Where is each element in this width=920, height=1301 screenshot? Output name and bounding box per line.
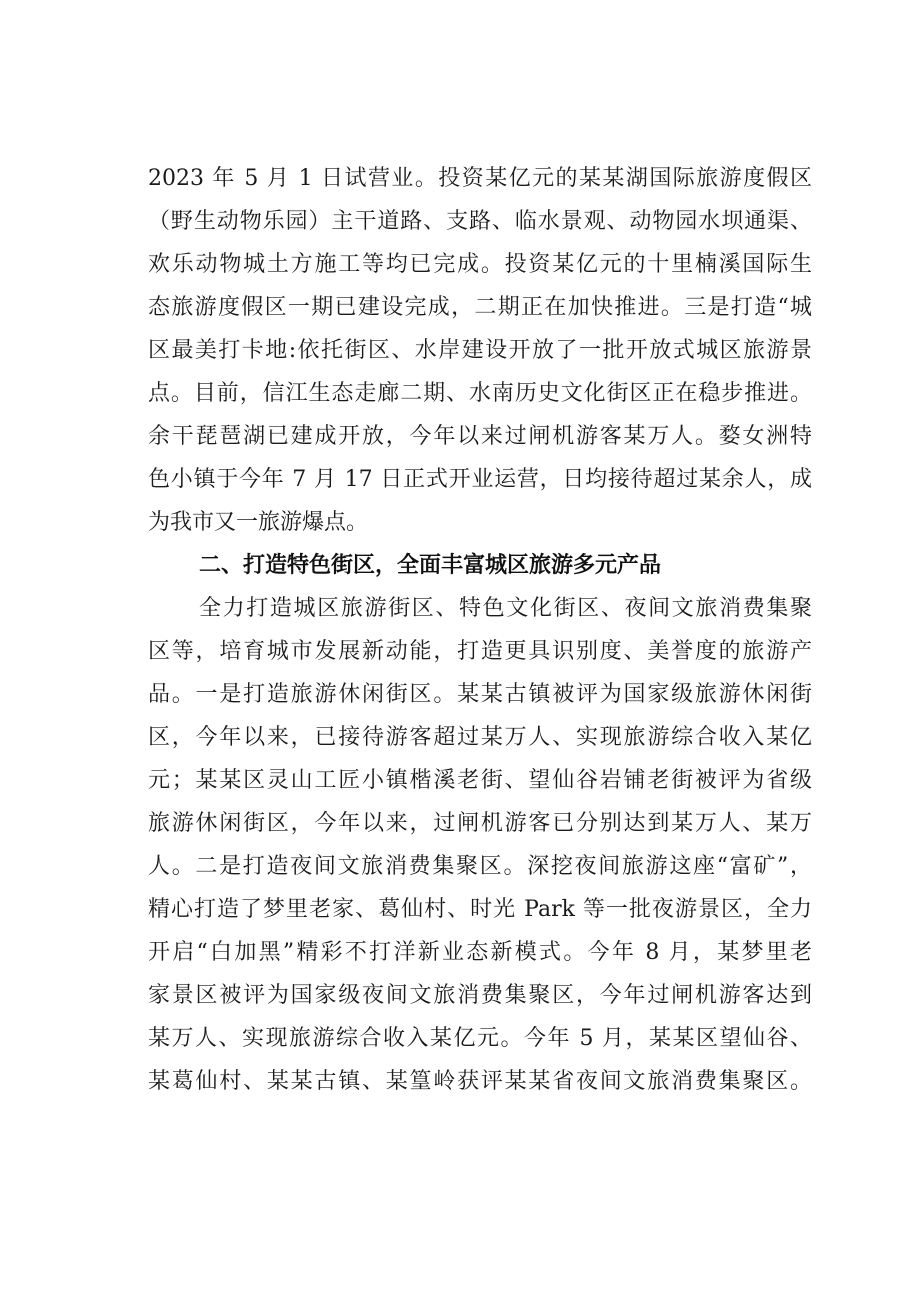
paragraph-1-line: 为我市又一旅游爆点。 <box>148 510 369 535</box>
paragraph-2-line: 区，今年以来，已接待游客超过某万人、实现旅游综合收入某亿 <box>148 725 812 750</box>
paragraph-2-line: 元；某某区灵山工匠小镇楷溪老街、望仙谷岩铺老街被评为省级 <box>148 768 812 793</box>
paragraph-1-line: 2023 年 5 月 1 日试营业。投资某亿元的某某湖国际旅游度假区 <box>148 166 812 191</box>
paragraph-2-line: 开启“白加黑”精彩不打洋新业态新模式。今年 8 月，某梦里老 <box>148 940 812 965</box>
section-heading: 二、打造特色街区，全面丰富城区旅游多元产品 <box>199 553 662 578</box>
paragraph-2-line: 家景区被评为国家级夜间文旅消费集聚区，今年过闸机游客达到 <box>148 983 812 1008</box>
paragraph-2-line: 某万人、实现旅游综合收入某亿元。今年 5 月，某某区望仙谷、 <box>148 1026 812 1051</box>
paragraph-1-line: 点。目前，信江生态走廊二期、水南历史文化街区正在稳步推进。 <box>148 381 812 406</box>
paragraph-1-line: 态旅游度假区一期已建设完成，二期正在加快推进。三是打造“城 <box>148 295 812 320</box>
paragraph-2-line: 某葛仙村、某某古镇、某篁岭获评某某省夜间文旅消费集聚区。 <box>148 1069 812 1094</box>
paragraph-2-line: 全力打造城区旅游街区、特色文化街区、夜间文旅消费集聚 <box>199 596 812 621</box>
paragraph-1-line: 余干琵琶湖已建成开放，今年以来过闸机游客某万人。婺女洲特 <box>148 424 812 449</box>
paragraph-1-line: 色小镇于今年 7 月 17 日正式开业运营，日均接待超过某余人，成 <box>148 467 812 492</box>
paragraph-2-line: 旅游休闲街区，今年以来，过闸机游客已分别达到某万人、某万 <box>148 811 812 836</box>
paragraph-2-line: 区等，培育城市发展新动能，打造更具识别度、美誉度的旅游产 <box>148 639 812 664</box>
paragraph-2-line: 品。一是打造旅游休闲街区。某某古镇被评为国家级旅游休闲街 <box>148 682 812 707</box>
paragraph-2-line: 人。二是打造夜间文旅消费集聚区。深挖夜间旅游这座“富矿”， <box>148 854 812 879</box>
paragraph-1-line: （野生动物乐园）主干道路、支路、临水景观、动物园水坝通渠、 <box>148 209 812 234</box>
paragraph-1-line: 欢乐动物城土方施工等均已完成。投资某亿元的十里楠溪国际生 <box>148 252 812 277</box>
paragraph-1-line: 区最美打卡地:依托街区、水岸建设开放了一批开放式城区旅游景 <box>148 338 812 363</box>
paragraph-2-line: 精心打造了梦里老家、葛仙村、时光 Park 等一批夜游景区，全力 <box>148 897 812 922</box>
